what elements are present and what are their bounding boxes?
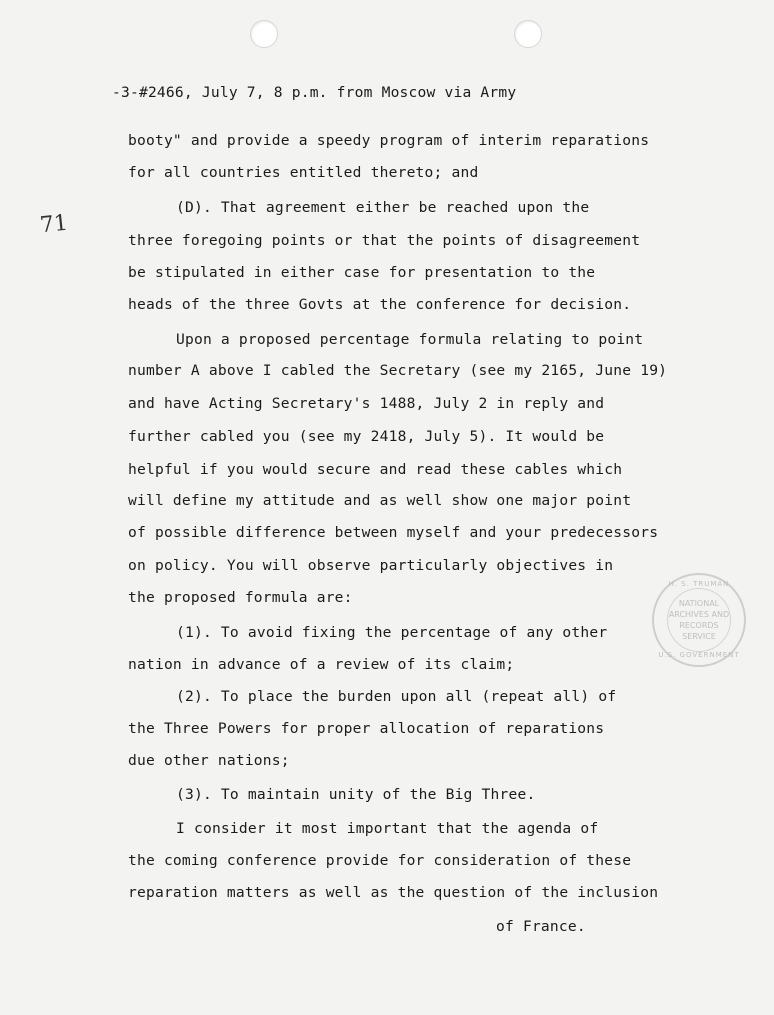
stamp-ring-bottom: U.S. GOVERNMENT [658,651,740,659]
stamp-line: NATIONAL [678,599,720,608]
text-line: (3). To maintain unity of the Big Three. [176,786,536,803]
handwritten-margin-note: 71 [38,210,70,239]
text-line: number A above I cabled the Secretary (see my 2165, June 19) [128,362,668,379]
archive-stamp [652,573,746,667]
punch-hole-right [514,20,542,48]
text-line: (1). To avoid fixing the percentage of any other [176,624,608,641]
stamp-line: ARCHIVES AND [668,610,730,619]
text-line: (2). To place the burden upon all (repeat all) of [176,688,617,705]
text-line: heads of the three Govts at the conference for decision. [128,296,632,313]
text-line: three foregoing points or that the points of disagreement [128,232,641,249]
text-line: the proposed formula are: [128,589,353,606]
text-line: of possible difference between myself and your predecessors [128,524,659,541]
text-line: further cabled you (see my 2418, July 5). It would be [128,428,605,445]
text-line: on policy. You will observe particularly objectives in [128,557,614,574]
text-line: reparation matters as well as the question of the inclusion [128,884,659,901]
stamp-ring-top: H. S. TRUMAN [668,580,730,588]
text-line: and have Acting Secretary's 1488, July 2 in reply and [128,395,605,412]
stamp-inner [667,588,731,652]
text-line: be stipulated in either case for presentation to the [128,264,596,281]
text-line: helpful if you would secure and read these cables which [128,461,623,478]
text-line: I consider it most important that the agenda of [176,820,599,837]
stamp-line: RECORDS [679,621,719,630]
text-line: will define my attitude and as well show one major point [128,492,632,509]
text-line: the Three Powers for proper allocation of reparations [128,720,605,737]
text-line: of France. [496,918,586,935]
punch-hole-left [250,20,278,48]
text-line: for all countries entitled thereto; and [128,164,479,181]
text-line: Upon a proposed percentage formula relating to point [176,331,644,348]
text-line: (D). That agreement either be reached upon the [176,199,590,216]
text-line: the coming conference provide for consideration of these [128,852,632,869]
text-line: nation in advance of a review of its claim; [128,656,515,673]
document-header: -3-#2466, July 7, 8 p.m. from Moscow via Army [112,84,517,101]
text-line: due other nations; [128,752,290,769]
stamp-line: SERVICE [682,632,716,641]
text-line: booty" and provide a speedy program of interim reparations [128,132,650,149]
